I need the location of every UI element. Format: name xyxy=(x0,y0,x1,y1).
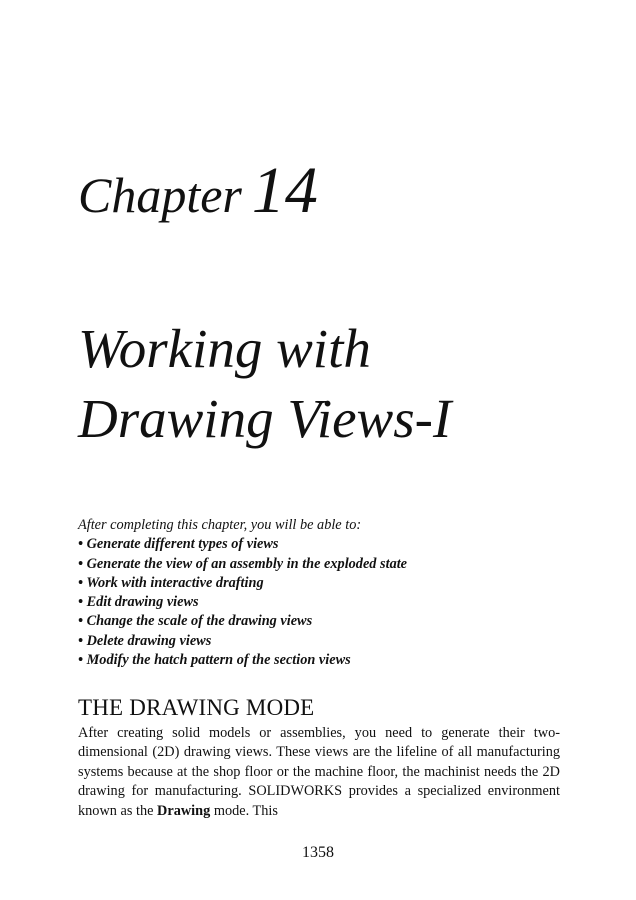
objectives-list xyxy=(78,535,578,670)
objectives-intro: After completing this chapter, you will be able to: xyxy=(78,517,362,533)
chapter-title-line-2: Drawing Views-I xyxy=(78,388,452,449)
learning-objectives xyxy=(78,516,578,670)
chapter-title-line-1: Working with xyxy=(78,318,371,379)
objective-item: • Delete drawing views xyxy=(78,632,212,649)
paragraph-text-end: mode. This xyxy=(210,802,278,819)
chapter-number: 14 xyxy=(251,154,318,227)
section-paragraph xyxy=(78,724,560,821)
objective-item: • Work with interactive drafting xyxy=(78,574,264,591)
objective-item: • Change the scale of the drawing views xyxy=(78,613,313,630)
section-heading: THE DRAWING MODE xyxy=(78,695,315,720)
objective-item: • Generate different types of views xyxy=(78,536,279,553)
objective-item: • Edit drawing views xyxy=(78,594,199,611)
chapter-title xyxy=(78,314,451,454)
page-number: 1358 xyxy=(302,844,334,861)
objective-item: • Modify the hatch pattern of the section views xyxy=(78,652,351,669)
paragraph-text-start: After creating solid models or assemblies, you need to generate their two-dimensional (2D) drawing views. These views are the lifeline of all manufacturing systems because at the shop floor or the machine floor, the machinist needs the 2D drawing for manufacturing. SOLIDWORKS provides a specialized environment known as the xyxy=(78,725,560,819)
objective-item: • Generate the view of an assembly in the exploded state xyxy=(78,555,408,572)
chapter-label: Chapter xyxy=(78,167,242,223)
paragraph-bold-term: Drawing xyxy=(157,802,211,819)
chapter-heading xyxy=(78,154,318,227)
